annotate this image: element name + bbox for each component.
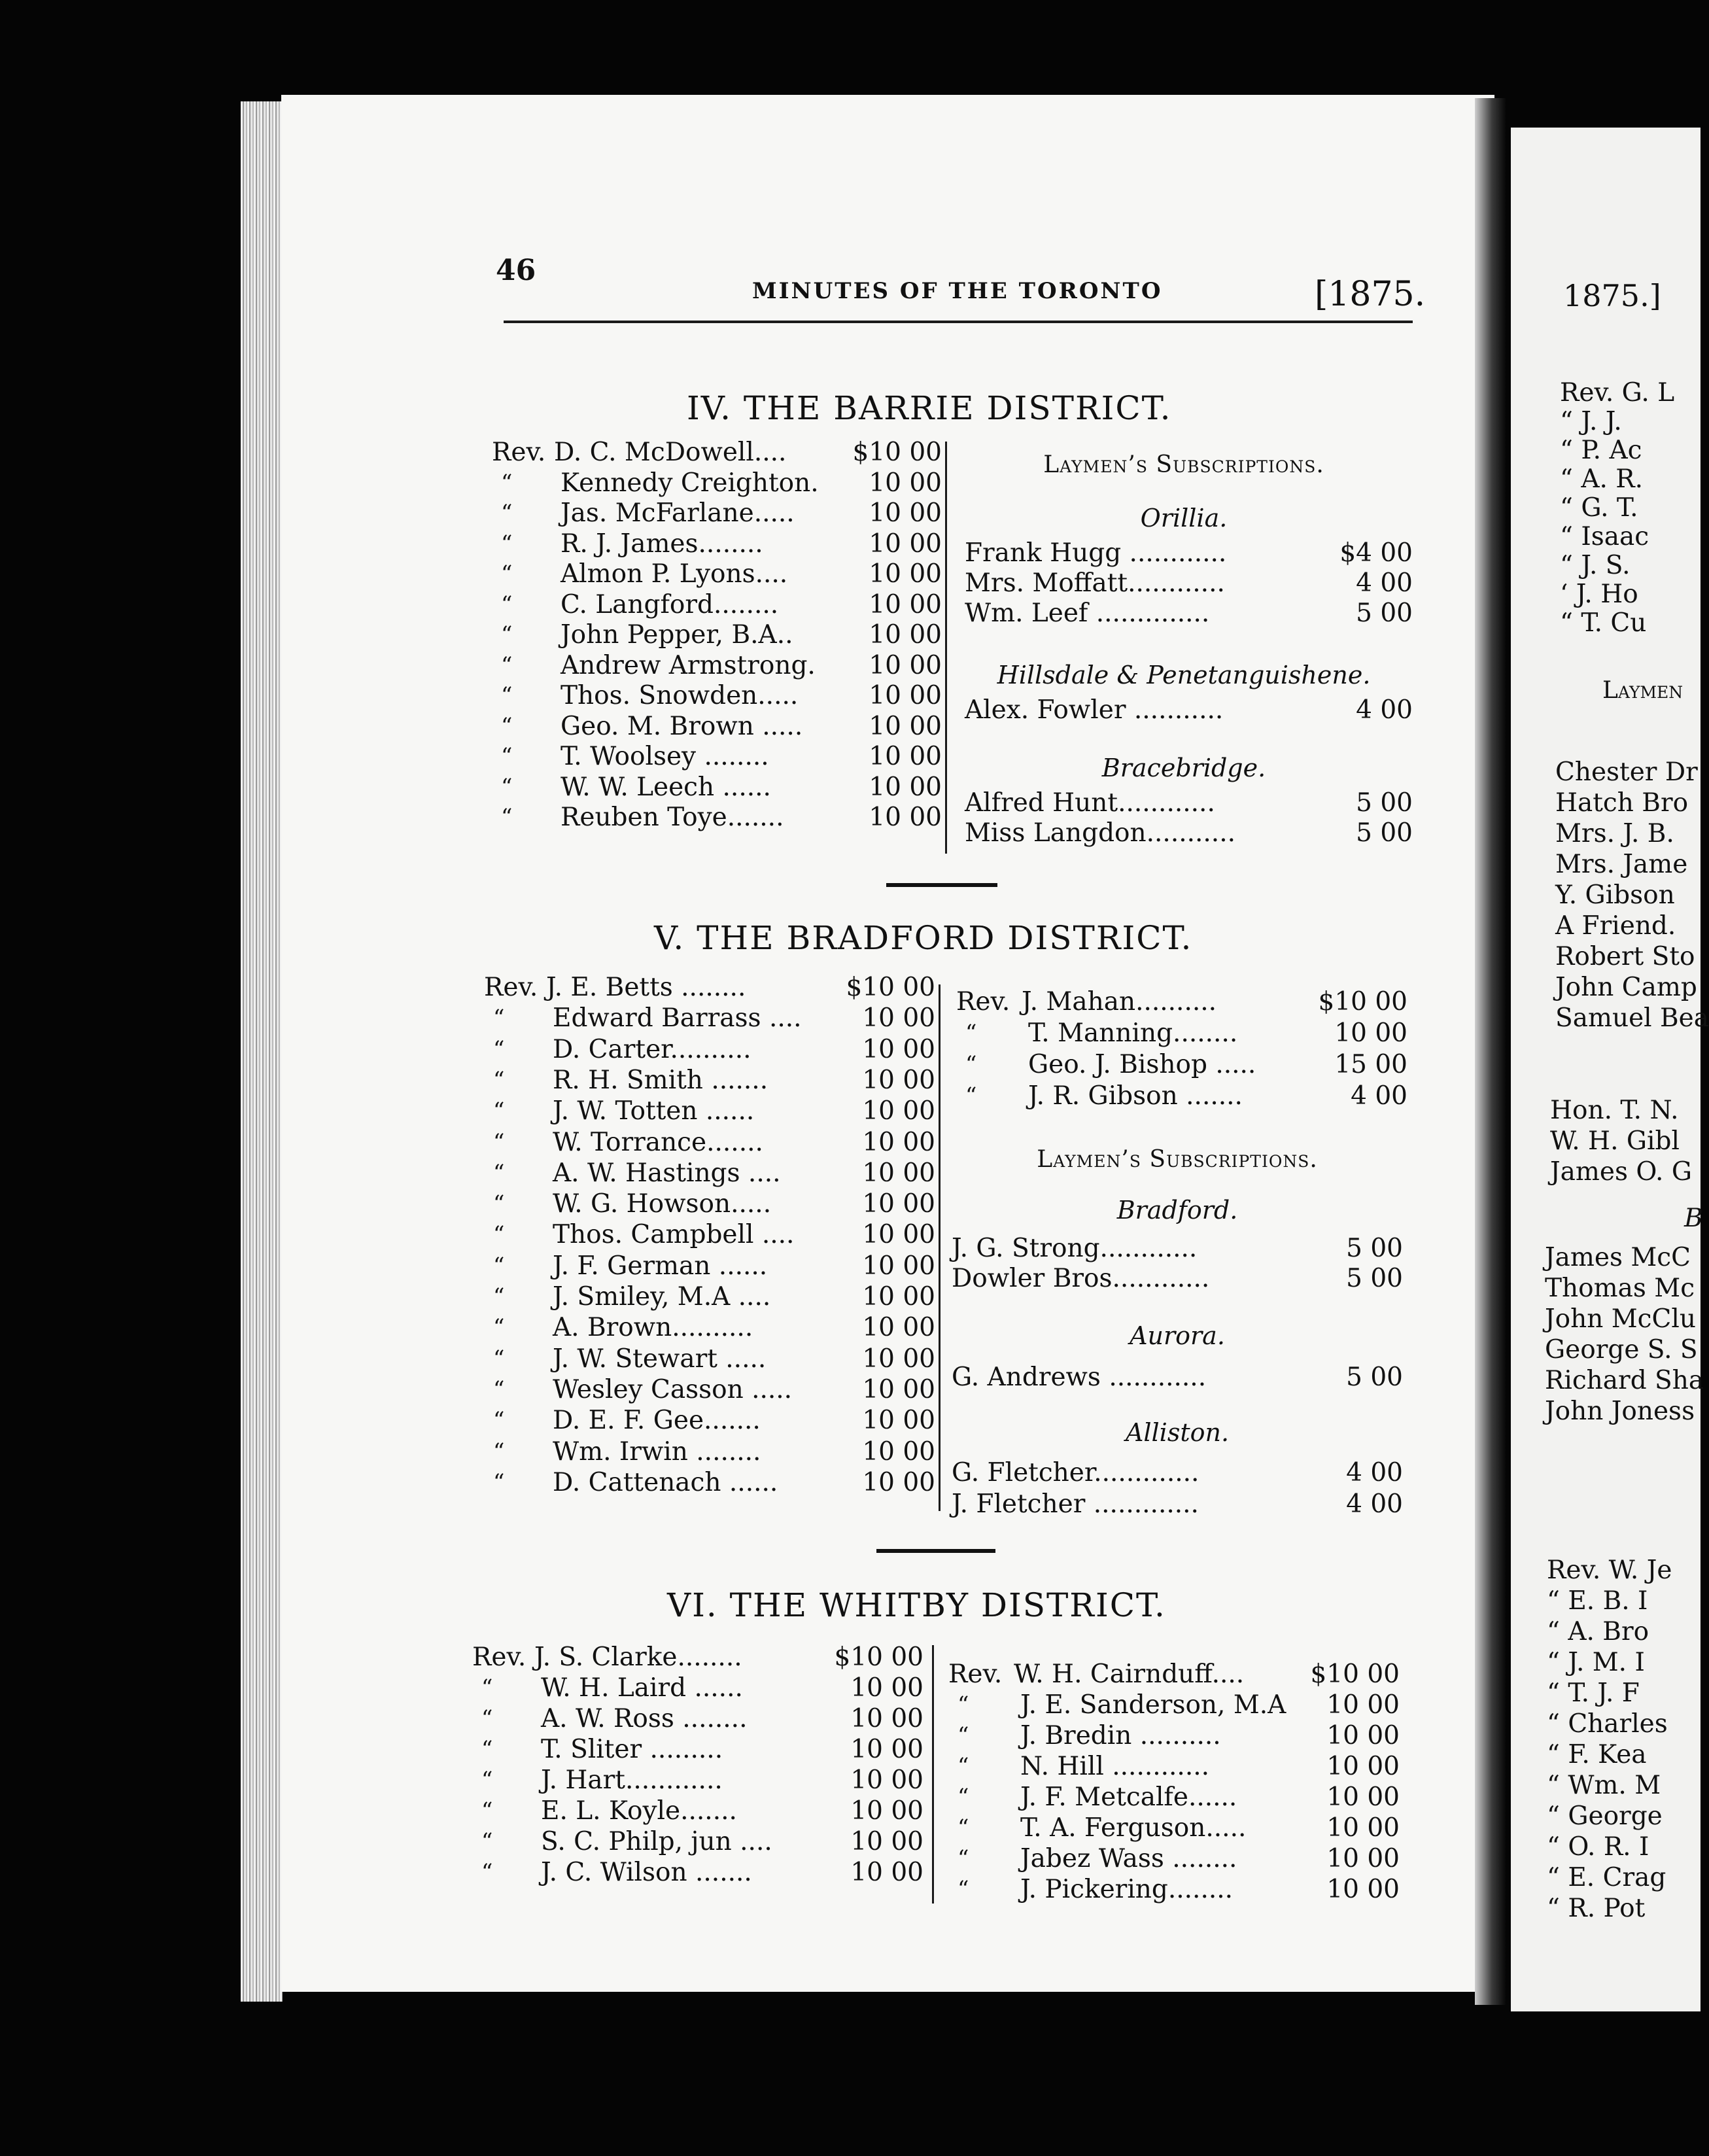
ditto-mark: “ [501, 682, 513, 708]
entry-name: Miss Langdon........... [965, 818, 1235, 848]
right-page-line: “ F. Kea [1547, 1740, 1647, 1769]
right-page-line: Thomas Mc [1545, 1274, 1695, 1303]
ditto-mark: “ [493, 1066, 505, 1093]
entry-amount: 10 00 [1334, 1018, 1407, 1048]
right-page-line: Rev. W. Je [1547, 1556, 1672, 1585]
right-page-line: “ E. B. I [1547, 1586, 1648, 1616]
entry-amount: 10 00 [862, 1127, 935, 1157]
minister-row [492, 772, 942, 803]
ditto-mark: “ [501, 530, 513, 557]
right-page-line: James McC [1545, 1243, 1691, 1272]
layman-row [952, 1489, 1403, 1520]
minister-row [484, 1436, 935, 1467]
entry-amount: 10 00 [869, 468, 942, 498]
entry-name: J. E. Betts ........ [546, 973, 746, 1002]
entry-amount: $10 00 [1318, 987, 1407, 1017]
entry-amount: 4 00 [1351, 1081, 1407, 1111]
entry-name: Almon P. Lyons.... [561, 559, 788, 589]
ditto-mark: “ [958, 1753, 969, 1779]
ditto-mark: “ [501, 773, 513, 800]
entry-amount: 10 00 [850, 1704, 924, 1733]
entry-name: Geo. J. Bishop ..... [1028, 1050, 1256, 1079]
ditto-mark: “ [481, 1736, 493, 1762]
rev-prefix: Rev. [956, 987, 1010, 1017]
entry-amount: 10 00 [862, 1282, 935, 1312]
entry-name: D. Carter.......... [553, 1034, 751, 1064]
right-page-header: 1875.] [1563, 278, 1661, 313]
entry-amount: 10 00 [862, 1467, 935, 1497]
entry-name: J. Bredin .......... [1020, 1721, 1221, 1750]
right-page-line: “ O. R. I [1547, 1832, 1649, 1862]
layman-row [965, 598, 1413, 629]
right-page-line: John McClu [1545, 1304, 1696, 1334]
minister-row [956, 1049, 1407, 1080]
right-page-line: A Friend. [1555, 911, 1676, 941]
minister-row [492, 680, 942, 711]
layman-row [965, 568, 1413, 599]
entry-amount: $10 00 [834, 1643, 924, 1672]
layman-row [952, 1457, 1403, 1488]
entry-name: S. C. Philp, jun .... [541, 1827, 772, 1856]
minister-row [484, 1219, 935, 1250]
entry-name: R. H. Smith ....... [553, 1065, 768, 1095]
right-page-line: “ J. J. [1560, 407, 1622, 436]
minister-row [948, 1720, 1400, 1751]
minister-row [948, 1690, 1400, 1720]
rev-prefix: Rev. [472, 1643, 527, 1672]
entry-amount: 10 00 [862, 1220, 935, 1250]
right-page-line: James O. G [1550, 1157, 1692, 1187]
entry-name: Frank Hugg ............ [965, 538, 1227, 568]
entry-name: T. Sliter ......... [541, 1735, 723, 1764]
rev-prefix: Rev. [948, 1660, 1003, 1689]
ditto-mark: “ [501, 469, 513, 496]
entry-name: J. R. Gibson ....... [1028, 1081, 1243, 1111]
town-heading: Aurora. [1130, 1321, 1225, 1350]
ditto-mark: “ [501, 652, 513, 678]
entry-name: J. G. Strong............ [952, 1234, 1198, 1263]
ditto-mark: “ [493, 1376, 505, 1402]
entry-amount: 4 00 [1356, 695, 1413, 725]
entry-amount: 5 00 [1356, 599, 1413, 628]
entry-name: A. Brown.......... [553, 1313, 753, 1343]
barrie-column-rule [945, 442, 947, 854]
layman-row [965, 695, 1413, 725]
entry-name: John Pepper, B.A.. [561, 620, 793, 650]
entry-name: Andrew Armstrong. [561, 650, 816, 680]
entry-name: Reuben Toye....... [561, 803, 784, 832]
layman-row [952, 1263, 1403, 1294]
entry-name: Wm. Leef .............. [965, 599, 1210, 628]
minister-row [956, 986, 1407, 1017]
entry-amount: $10 00 [846, 973, 935, 1002]
entry-amount: 10 00 [862, 1374, 935, 1404]
minister-row [492, 802, 942, 833]
entry-amount: 10 00 [850, 1827, 924, 1856]
minister-row [484, 1374, 935, 1405]
ditto-mark: “ [501, 712, 513, 739]
entry-name: Alex. Fowler ........... [965, 695, 1224, 725]
right-page-line: “ A. R. [1560, 464, 1644, 494]
entry-name: Thos. Snowden..... [561, 681, 799, 710]
entry-name: J. Smiley, M.A .... [553, 1282, 771, 1312]
ditto-mark: “ [958, 1784, 969, 1810]
ditto-mark: “ [965, 1051, 977, 1077]
entry-amount: $10 00 [1310, 1660, 1400, 1689]
right-page-line: “ A. Bro [1547, 1617, 1649, 1646]
entry-amount: $4 00 [1339, 538, 1413, 568]
entry-amount: 10 00 [850, 1673, 924, 1703]
entry-name: T. Manning........ [1028, 1018, 1238, 1048]
ditto-mark: “ [481, 1828, 493, 1854]
entry-amount: 10 00 [850, 1735, 924, 1764]
ditto-mark: “ [481, 1705, 493, 1731]
ditto-mark: “ [965, 1020, 977, 1046]
entry-amount: 10 00 [1326, 1875, 1400, 1904]
minister-row [484, 1096, 935, 1126]
entry-name: C. Langford........ [561, 589, 779, 619]
minister-row [492, 529, 942, 559]
minister-row [484, 1344, 935, 1374]
entry-amount: 10 00 [1326, 1813, 1400, 1843]
entry-amount: 10 00 [869, 620, 942, 650]
minister-row [484, 1127, 935, 1158]
layman-row [965, 818, 1413, 848]
minister-row [484, 1281, 935, 1312]
entry-amount: 4 00 [1346, 1458, 1403, 1487]
ditto-mark: “ [493, 1407, 505, 1434]
entry-amount: 10 00 [869, 529, 942, 559]
entry-amount: 10 00 [862, 1344, 935, 1374]
entry-amount: 10 00 [862, 1158, 935, 1188]
right-page-line: Y. Gibson [1555, 880, 1675, 910]
ditto-mark: “ [493, 1035, 505, 1062]
entry-amount: 10 00 [869, 650, 942, 680]
entry-amount: 10 00 [869, 772, 942, 802]
ditto-mark: “ [481, 1859, 493, 1885]
right-page-line: Hatch Bro [1555, 788, 1689, 818]
minister-row [472, 1796, 924, 1826]
minister-row [484, 1003, 935, 1034]
entry-name: Wesley Casson ..... [553, 1374, 793, 1404]
entry-name: W. H. Cairnduff.... [1014, 1660, 1245, 1689]
entry-amount: 10 00 [869, 559, 942, 589]
town-heading: Bradford. [1116, 1196, 1238, 1225]
minister-row [484, 1189, 935, 1219]
minister-row [492, 437, 942, 468]
entry-amount: 10 00 [862, 1003, 935, 1034]
minister-row [948, 1751, 1400, 1782]
minister-row [492, 741, 942, 772]
barrie-district-title: IV. THE BARRIE DISTRICT. [687, 389, 1172, 427]
section-rule-2 [876, 1549, 995, 1553]
entry-amount: 10 00 [1326, 1690, 1400, 1720]
entry-name: J. Pickering........ [1020, 1875, 1234, 1904]
ditto-mark: “ [958, 1722, 969, 1748]
ditto-mark: “ [493, 1252, 505, 1279]
entry-amount: $10 00 [852, 438, 942, 467]
town-heading: Bracebridge. [1101, 754, 1266, 782]
entry-amount: 5 00 [1346, 1363, 1403, 1392]
entry-amount: 10 00 [850, 1765, 924, 1795]
ditto-mark: “ [958, 1845, 969, 1871]
ditto-mark: “ [493, 1283, 505, 1310]
ditto-mark: “ [958, 1876, 969, 1902]
entry-amount: 10 00 [862, 1406, 935, 1436]
entry-name: J. W. Totten ...... [553, 1096, 755, 1126]
entry-name: J. S. Clarke........ [534, 1643, 742, 1672]
layman-row [965, 538, 1413, 568]
right-page-line: “ George [1547, 1801, 1663, 1831]
minister-row [948, 1659, 1400, 1690]
entry-amount: 5 00 [1346, 1234, 1403, 1263]
right-page-line: Chester Dr [1555, 757, 1698, 787]
entry-name: D. Cattenach ...... [553, 1467, 778, 1497]
minister-row [948, 1874, 1400, 1905]
right-page-line: “ P. Ac [1560, 436, 1642, 465]
whitby-district-title: VI. THE WHITBY DISTRICT. [667, 1586, 1166, 1624]
right-page-line: “ J. S. [1560, 551, 1631, 580]
town-heading: Orillia. [1140, 504, 1228, 532]
minister-row [492, 619, 942, 650]
entry-name: W. H. Laird ...... [541, 1673, 743, 1703]
ditto-mark: “ [501, 743, 513, 769]
right-page-line: “ T. Cu [1560, 608, 1647, 638]
bradford-column-rule [939, 984, 941, 1511]
entry-amount: 10 00 [869, 589, 942, 619]
right-page-line: George S. S [1545, 1335, 1698, 1365]
page-edge-stack [241, 101, 283, 2002]
entry-amount: 10 00 [862, 1436, 935, 1467]
entry-name: A. W. Hastings .... [553, 1158, 781, 1188]
minister-row [472, 1765, 924, 1796]
entry-amount: 5 00 [1356, 818, 1413, 848]
header-rule [504, 321, 1413, 323]
minister-row [948, 1782, 1400, 1813]
layman-row [952, 1233, 1403, 1264]
minister-row [948, 1813, 1400, 1843]
ditto-mark: “ [493, 1098, 505, 1124]
right-page-line: “ T. J. F [1547, 1678, 1640, 1708]
minister-row [956, 1081, 1407, 1111]
header-year: [1875. [1315, 275, 1426, 314]
right-page-line: Richard Sha [1545, 1366, 1704, 1395]
minister-row [492, 589, 942, 620]
entry-name: Wm. Irwin ........ [553, 1436, 761, 1467]
right-page-line: “ Wm. M [1547, 1771, 1661, 1800]
ditto-mark: “ [493, 1221, 505, 1248]
entry-name: Alfred Hunt............ [965, 788, 1215, 818]
minister-row [492, 559, 942, 589]
minister-row [472, 1734, 924, 1765]
entry-amount: 10 00 [862, 1251, 935, 1281]
ditto-mark: “ [958, 1692, 969, 1718]
entry-name: N. Hill ............ [1020, 1752, 1210, 1781]
ditto-mark: “ [501, 500, 513, 526]
entry-name: R. J. James........ [561, 529, 763, 559]
ditto-mark: “ [493, 1005, 505, 1032]
whitby-column-rule [932, 1645, 934, 1904]
entry-amount: 10 00 [1326, 1721, 1400, 1750]
ditto-mark: “ [493, 1159, 505, 1186]
entry-name: J. E. Sanderson, M.A [1020, 1690, 1286, 1720]
entry-amount: 10 00 [869, 711, 942, 741]
section-rule-1 [886, 883, 997, 887]
right-page-line: “ J. M. I [1547, 1648, 1645, 1677]
minister-row [956, 1018, 1407, 1049]
ditto-mark: “ [501, 591, 513, 617]
running-title: MINUTES OF THE TORONTO [752, 278, 1163, 304]
minister-row [472, 1642, 924, 1673]
entry-amount: 10 00 [850, 1858, 924, 1887]
ditto-mark: “ [965, 1083, 977, 1109]
entry-amount: 10 00 [1326, 1782, 1400, 1812]
entry-name: W. Torrance....... [553, 1127, 763, 1157]
ditto-mark: “ [493, 1191, 505, 1217]
right-page-line: “ R. Pot [1547, 1894, 1646, 1923]
rev-prefix: Rev. [492, 438, 546, 467]
entry-name: J. F. German ...... [553, 1251, 768, 1281]
ditto-mark: “ [493, 1438, 505, 1465]
entry-name: Thos. Campbell .... [553, 1220, 795, 1250]
entry-name: Mrs. Moffatt............ [965, 568, 1225, 598]
right-page-line: Hon. T. N. [1550, 1096, 1679, 1125]
bradford-district-title: V. THE BRADFORD DISTRICT. [654, 919, 1193, 957]
ditto-mark: “ [493, 1128, 505, 1155]
entry-name: Edward Barrass .... [553, 1003, 802, 1034]
entry-name: D. C. McDowell.... [554, 438, 787, 467]
entry-amount: 5 00 [1356, 788, 1413, 818]
entry-name: E. L. Koyle....... [541, 1796, 737, 1826]
right-page-line: Mrs. Jame [1555, 850, 1688, 879]
entry-name: A. W. Ross ........ [541, 1704, 748, 1733]
entry-amount: 5 00 [1346, 1264, 1403, 1293]
entry-amount: 10 00 [1326, 1752, 1400, 1781]
minister-row [484, 1034, 935, 1065]
entry-name: Dowler Bros............ [952, 1264, 1210, 1293]
entry-name: G. Andrews ............ [952, 1363, 1207, 1392]
minister-row [484, 1312, 935, 1343]
rev-prefix: Rev. [484, 973, 538, 1002]
right-page-line: John Joness [1545, 1397, 1695, 1426]
right-page-line: Robert Sto [1555, 942, 1695, 971]
minister-row [484, 972, 935, 1003]
minister-row [472, 1826, 924, 1857]
entry-amount: 15 00 [1334, 1050, 1407, 1079]
right-page-line: Mrs. J. B. [1555, 819, 1674, 848]
minister-row [948, 1843, 1400, 1874]
minister-row [492, 650, 942, 681]
entry-amount: 10 00 [862, 1189, 935, 1219]
entry-amount: 4 00 [1346, 1489, 1403, 1519]
right-page-line: “ Charles [1547, 1709, 1668, 1739]
entry-amount: 10 00 [869, 803, 942, 832]
entry-name: W. G. Howson..... [553, 1189, 772, 1219]
book-gutter [1475, 98, 1506, 2005]
entry-amount: 10 00 [869, 681, 942, 710]
right-page-laymen-heading: Laymen [1602, 677, 1683, 704]
minister-row [472, 1703, 924, 1734]
ditto-mark: “ [501, 621, 513, 648]
entry-amount: 10 00 [869, 498, 942, 528]
entry-amount: 10 00 [862, 1096, 935, 1126]
right-page-town-heading: B [1684, 1204, 1703, 1233]
ditto-mark: “ [501, 804, 513, 830]
entry-name: J. Mahan.......... [1022, 987, 1217, 1017]
entry-name: J. Fletcher ............. [952, 1489, 1199, 1519]
town-heading: Hillsdale & Penetanguishene. [997, 661, 1371, 689]
entry-name: J. W. Stewart ..... [553, 1344, 767, 1374]
entry-amount: 10 00 [850, 1796, 924, 1826]
right-page-line: W. H. Gibl [1550, 1126, 1680, 1156]
entry-name: Jabez Wass ........ [1020, 1844, 1237, 1873]
ditto-mark: “ [493, 1469, 505, 1495]
ditto-mark: “ [481, 1675, 493, 1701]
entry-amount: 10 00 [869, 742, 942, 771]
minister-row [484, 1405, 935, 1436]
laymens-subscriptions-heading: Laymen’s Subscriptions. [1037, 1146, 1318, 1173]
right-page-line: “ E. Crag [1547, 1863, 1666, 1892]
entry-name: J. F. Metcalfe...... [1020, 1782, 1237, 1812]
right-page-line: “ G. T. [1560, 493, 1638, 523]
minister-row [472, 1673, 924, 1703]
ditto-mark: “ [493, 1345, 505, 1372]
entry-name: J. C. Wilson ....... [541, 1858, 752, 1887]
entry-name: T. A. Ferguson..... [1020, 1813, 1247, 1843]
ditto-mark: “ [493, 1314, 505, 1341]
ditto-mark: “ [481, 1767, 493, 1793]
town-heading: Alliston. [1125, 1418, 1230, 1447]
right-page-line: John Camp [1555, 973, 1697, 1002]
laymens-subscriptions-heading: Laymen’s Subscriptions. [1043, 451, 1324, 478]
entry-name: W. W. Leech ...... [561, 772, 771, 802]
ditto-mark: “ [501, 561, 513, 587]
entry-amount: 10 00 [1326, 1844, 1400, 1873]
entry-name: Geo. M. Brown ..... [561, 711, 803, 741]
minister-row [492, 498, 942, 529]
ditto-mark: “ [481, 1798, 493, 1824]
entry-name: J. Hart............ [541, 1765, 723, 1795]
entry-amount: 10 00 [862, 1065, 935, 1095]
layman-row [965, 788, 1413, 818]
right-page-line: “ Isaac [1560, 522, 1649, 551]
entry-amount: 4 00 [1356, 568, 1413, 598]
right-page-line: ‘ J. Ho [1560, 580, 1638, 609]
right-page-line: Samuel Bea [1555, 1003, 1709, 1033]
entry-name: T. Woolsey ........ [561, 742, 769, 771]
minister-row [484, 1158, 935, 1189]
minister-row [484, 1467, 935, 1498]
entry-name: D. E. F. Gee....... [553, 1406, 761, 1436]
entry-amount: 10 00 [862, 1313, 935, 1343]
entry-name: Kennedy Creighton. [561, 468, 819, 498]
minister-row [492, 711, 942, 742]
minister-row [484, 1065, 935, 1096]
minister-row [472, 1857, 924, 1888]
entry-name: G. Fletcher............. [952, 1458, 1200, 1487]
entry-amount: 10 00 [862, 1034, 935, 1064]
layman-row [952, 1362, 1403, 1393]
page-number: 46 [496, 254, 536, 287]
ditto-mark: “ [958, 1815, 969, 1841]
minister-row [484, 1251, 935, 1281]
minister-row [492, 468, 942, 498]
entry-name: Jas. McFarlane..... [561, 498, 795, 528]
right-page-line: Rev. G. L [1560, 378, 1675, 408]
